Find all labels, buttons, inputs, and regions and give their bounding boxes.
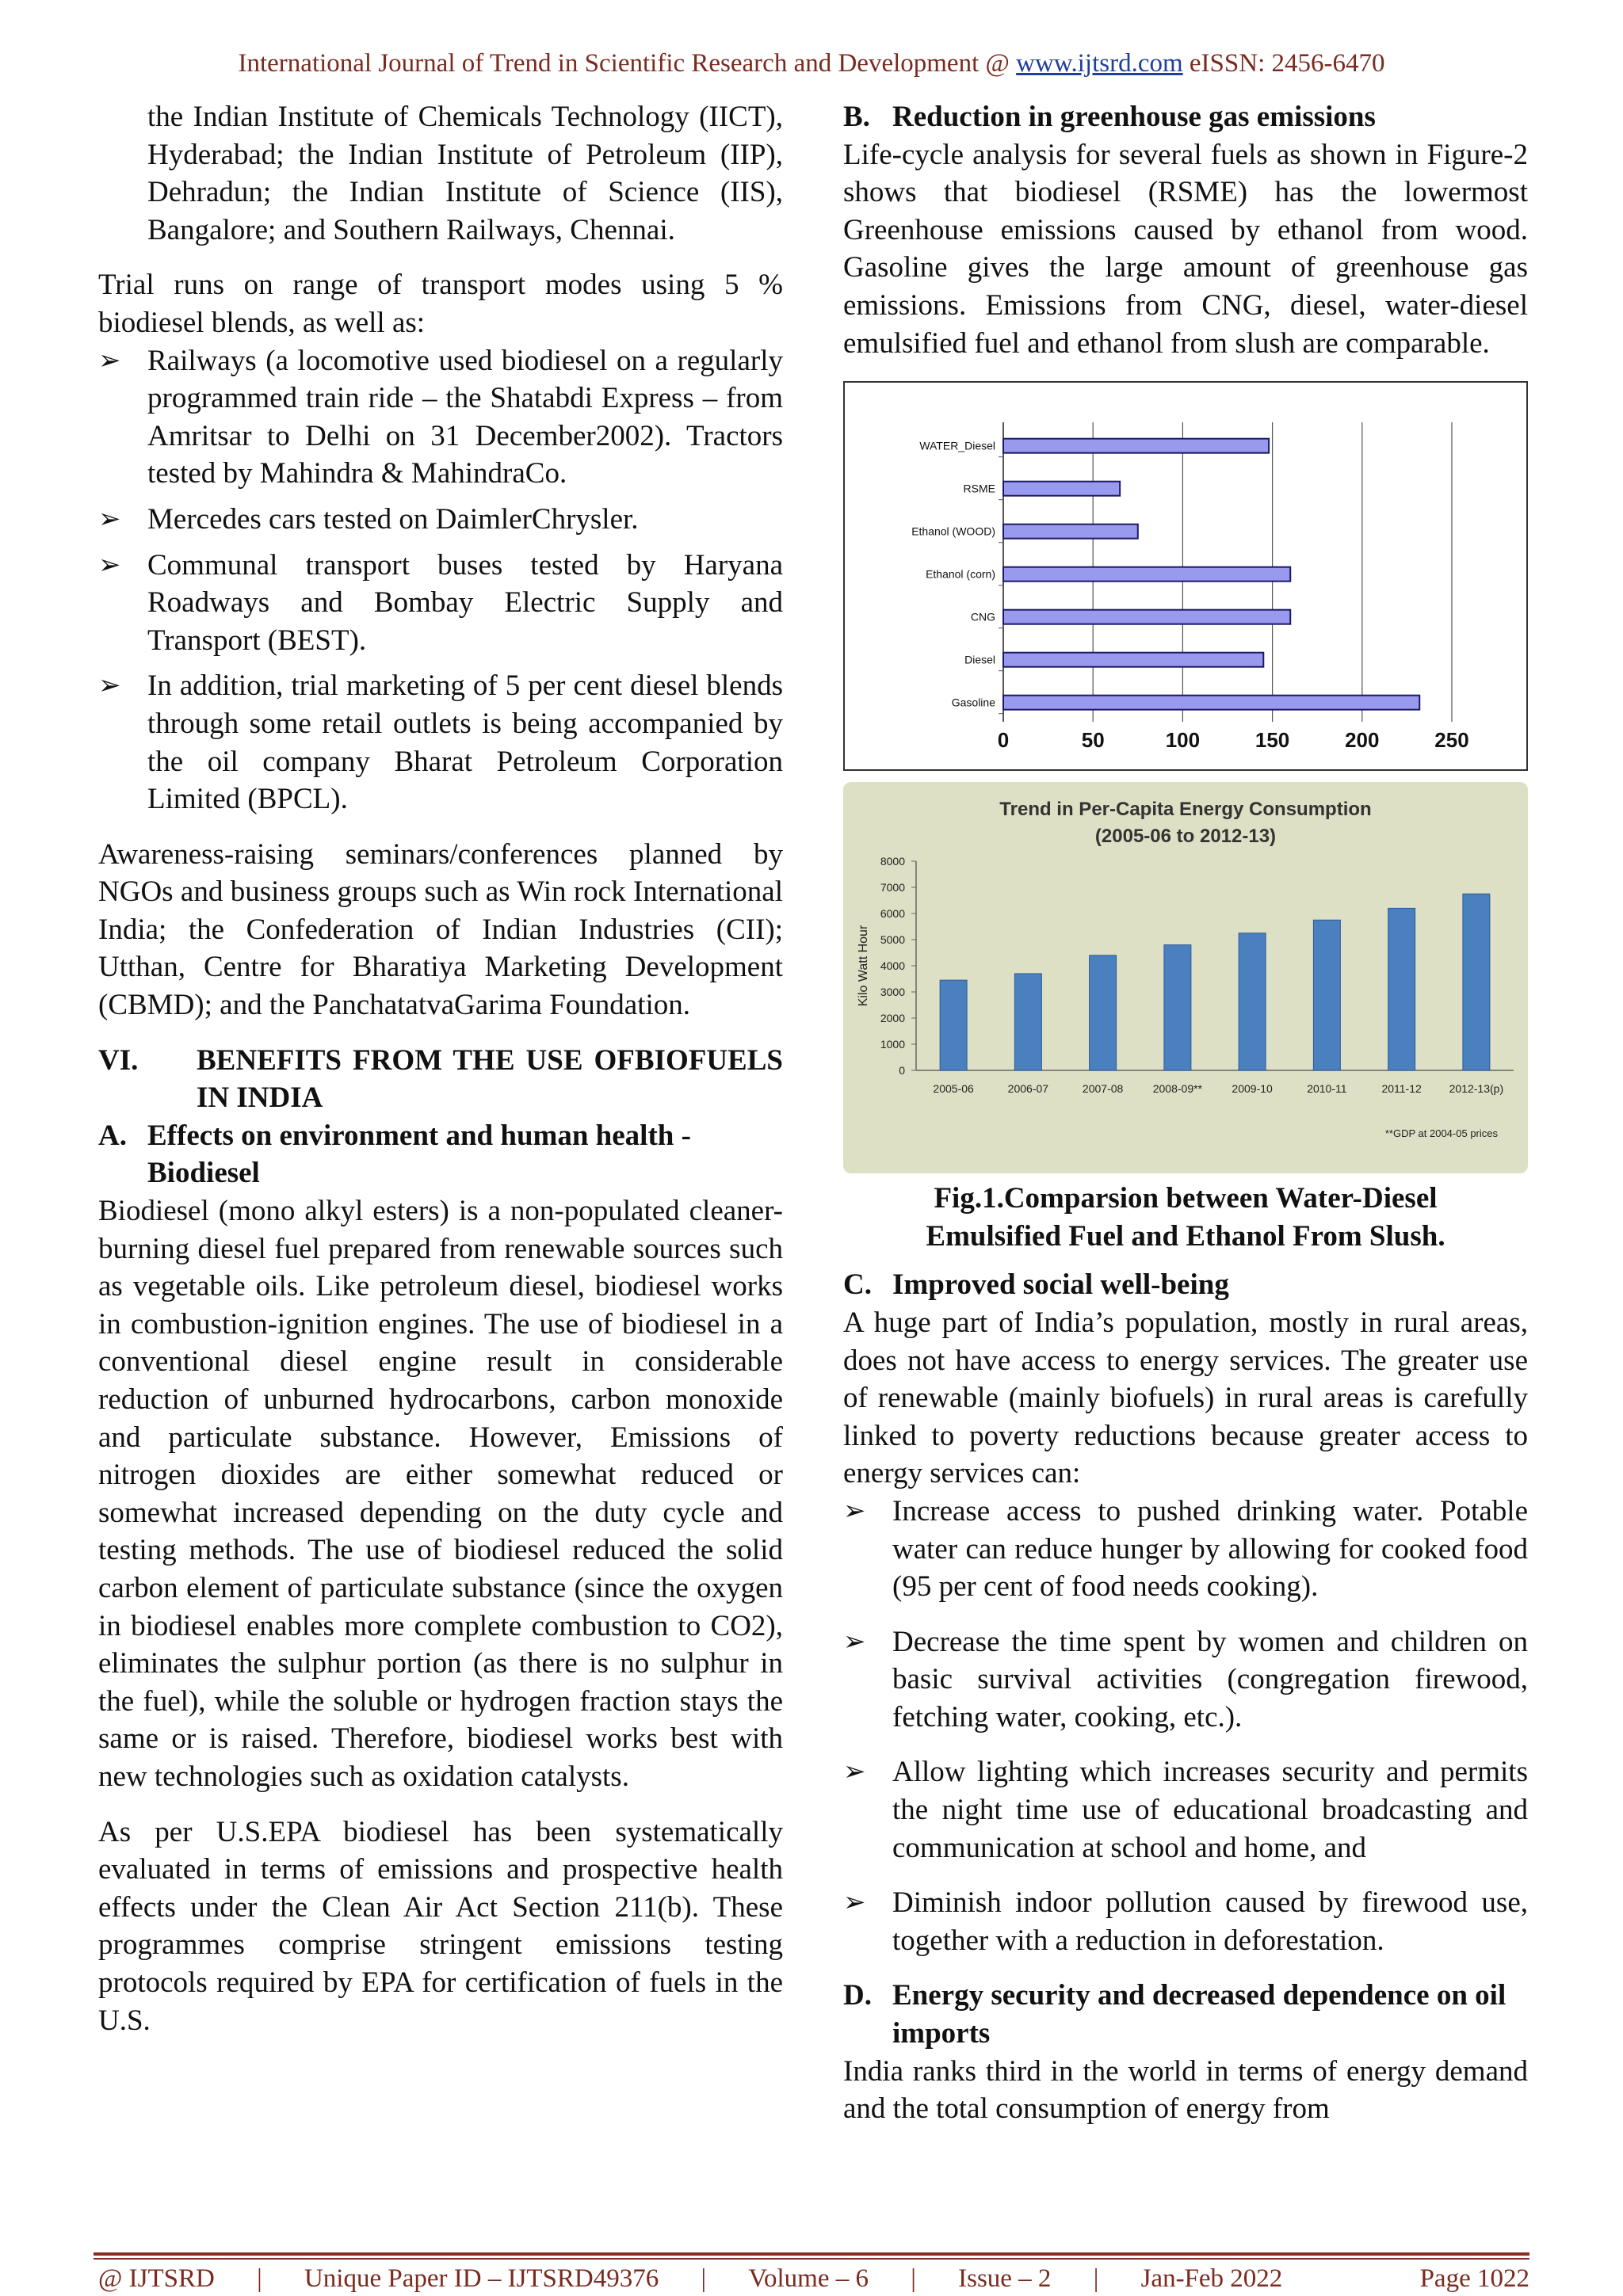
bar xyxy=(1014,974,1041,1070)
y-tick-label: 2000 xyxy=(880,1012,905,1025)
x-tick-label: 2010-11 xyxy=(1307,1082,1347,1096)
footer-page: Page 1022 xyxy=(1419,2264,1529,2293)
y-tick-label: 8000 xyxy=(880,855,905,868)
arrow-bullet-icon: ➢ xyxy=(98,504,121,534)
y-tick-label: 4000 xyxy=(880,959,905,973)
list-item xyxy=(843,1884,1528,1959)
y-tick-label: 3000 xyxy=(880,986,905,999)
x-tick-label: 2007-08 xyxy=(1082,1082,1124,1096)
subsection-heading-c xyxy=(843,1266,1528,1304)
subsection-number: C. xyxy=(843,1268,872,1302)
trial-runs-paragraph: Trial runs on range of transport modes using 5 % biodiesel blends, as well as: xyxy=(98,269,783,339)
journal-url-link[interactable]: www.ijtsrd.com xyxy=(1016,49,1183,78)
y-tick-label: 7000 xyxy=(880,881,905,894)
footer-paper-id: Unique Paper ID – IJTSRD49376 xyxy=(304,2264,659,2293)
y-category-label: Diesel xyxy=(964,653,995,666)
right-column xyxy=(843,98,1528,2128)
subsection-number: D. xyxy=(843,1979,872,2012)
x-tick-label: 250 xyxy=(1434,728,1469,753)
arrow-bullet-icon: ➢ xyxy=(843,1496,866,1526)
header-journal: International Journal of Trend in Scientific Research and Development @ xyxy=(238,49,1010,78)
header-issn: eISSN: 2456-6470 xyxy=(1189,49,1385,78)
subsection-title: Energy security and decreased dependence on oil imports xyxy=(892,1979,1507,2050)
caption-line-1: Fig.1.Comparsion between Water-Diesel xyxy=(934,1182,1438,1215)
x-tick-label: 2012-13(p) xyxy=(1449,1082,1504,1096)
x-tick-label: 2009-10 xyxy=(1232,1082,1273,1096)
bar xyxy=(1239,933,1266,1070)
y-tick-label: 5000 xyxy=(880,933,905,947)
y-category-label: Ethanol (corn) xyxy=(926,567,995,581)
social-paragraph: A huge part of India’s population, mostly in rural areas, does not have access to energy services. The greater use of renewable (mainly biofuels) in rural areas is carefully linked to poverty reductions because greater access to energy services can: xyxy=(843,1306,1528,1490)
footer-journal: @ IJTSRD xyxy=(98,2264,215,2293)
emissions-chart-frame xyxy=(843,381,1528,771)
section-number: VI. xyxy=(98,1043,139,1077)
bar xyxy=(1313,920,1340,1070)
footer-issue: Issue – 2 xyxy=(958,2264,1052,2293)
bullet-text: In addition, trial marketing of 5 per cent diesel blends through some retail outlets is being accompanied by the oil company Bharat Petroleum Corporation Limited (BPCL). xyxy=(147,669,783,816)
bar xyxy=(1003,524,1138,539)
institutes-continuation: the Indian Institute of Chemicals Technology (IICT), Hyderabad; the Indian Institute of Petroleum (IIP), Dehradun; the Indian Institute of Science (IIS), Bangalore; and Southern Railways, Chennai. xyxy=(147,101,783,246)
list-item xyxy=(843,1753,1528,1867)
bar xyxy=(1090,955,1117,1070)
footer-volume: Volume – 6 xyxy=(748,2264,869,2293)
bar xyxy=(1003,653,1263,667)
biodiesel-paragraph: Biodiesel (mono alkyl esters) is a non-populated cleaner-burning diesel fuel prepared from renewable sources such as vegetable oils. Like petroleum diesel, biodiesel works in combustion-ignition engines. The use of biodiesel in a conventional diesel engine result in considerable reduction of unburned hydrocarbons, carbon monoxide and particulate substance. However, Emissions of nitrogen dioxides are either somewhat reduced or somewhat increased depending on the duty cycle and testing methods. The use of biodiesel reduced the solid carbon element of particulate substance (since the oxygen in biodiesel enables more complete combustion to CO2), eliminates the sulphur portion (as there is no sulphur in the fuel), while the soluble or hydrogen fraction stays the same or is raised. Therefore, biodiesel works best with new technologies such as oxidation catalysts. xyxy=(98,1195,783,1793)
footer-rule-thin xyxy=(94,2258,1529,2260)
y-category-label: CNG xyxy=(970,610,995,624)
x-tick-label: 0 xyxy=(997,728,1010,753)
chart-title: Trend in Per-Capita Energy Consumption xyxy=(999,799,1372,821)
emissions-bar-chart xyxy=(845,383,1526,769)
arrow-bullet-icon: ➢ xyxy=(843,1757,866,1787)
bar xyxy=(1003,439,1269,453)
bar xyxy=(1003,696,1419,710)
y-tick-label: 6000 xyxy=(880,907,905,921)
bullet-text: Railways (a locomotive used biodiesel on a regularly programmed train ride – the Shatabdi Express – from Amritsar to Delhi on 31 December2002). Tractors tested by Mahindra & MahindraCo. xyxy=(147,344,783,490)
footer-separator: | xyxy=(701,2264,707,2293)
y-category-label: Ethanol (WOOD) xyxy=(911,524,995,538)
left-column xyxy=(98,98,783,2039)
energy-paragraph: India ranks third in the world in terms of energy demand and the total consumption of energy from xyxy=(843,2054,1528,2126)
arrow-bullet-icon: ➢ xyxy=(98,345,121,376)
bullet-text: Communal transport buses tested by Haryana Roadways and Bombay Electric Supply and Transport (BEST). xyxy=(147,548,783,657)
x-tick-label: 200 xyxy=(1345,728,1380,753)
x-tick-label: 2006-07 xyxy=(1007,1082,1049,1096)
list-item xyxy=(98,342,783,493)
subsection-heading-d xyxy=(843,1977,1528,2052)
list-item xyxy=(98,667,783,818)
list-item xyxy=(843,1493,1528,1606)
caption-line-2: Emulsified Fuel and Ethanol From Slush. xyxy=(926,1219,1445,1253)
subsection-number: B. xyxy=(843,101,870,133)
subsection-title: Effects on environment and human health - Biodiesel xyxy=(147,1119,691,1190)
subsection-title: Reduction in greenhouse gas emissions xyxy=(892,101,1376,133)
y-category-label: Gasoline xyxy=(951,696,995,709)
y-category-label: WATER_Diesel xyxy=(919,439,995,452)
bar xyxy=(1463,894,1490,1070)
subsection-title: Improved social well-being xyxy=(892,1268,1229,1302)
ghg-paragraph: Life-cycle analysis for several fuels as shown in Figure-2 shows that biodiesel (RSME) has the lowermost Greenhouse emissions caused by ethanol from wood. Gasoline gives the large amount of greenhouse gas emissions. Emissions from CNG, diesel, water-diesel emulsified fuel and ethanol from slush are comparable. xyxy=(843,138,1528,360)
y-tick-label: 0 xyxy=(899,1064,905,1077)
subsection-heading-b xyxy=(843,98,1528,136)
bar xyxy=(1003,610,1290,624)
energy-consumption-chart xyxy=(843,782,1528,1173)
subsection-number: A. xyxy=(98,1119,127,1152)
y-tick-label: 1000 xyxy=(880,1038,905,1051)
bar xyxy=(1388,909,1415,1071)
bullet-text: Decrease the time spent by women and children on basic survival activities (congregation firewood, fetching water, cooking, etc.). xyxy=(892,1625,1528,1733)
x-tick-label: 2005-06 xyxy=(933,1082,974,1096)
arrow-bullet-icon: ➢ xyxy=(843,1888,866,1918)
list-item xyxy=(98,501,783,539)
footer-separator: | xyxy=(1093,2264,1099,2293)
chart-subtitle: (2005-06 to 2012-13) xyxy=(1094,826,1277,848)
running-footer xyxy=(98,2264,1529,2294)
energy-chart-panel xyxy=(843,782,1528,1173)
x-tick-label: 2008-09** xyxy=(1152,1082,1203,1096)
x-tick-label: 50 xyxy=(1081,728,1105,753)
section-title: BENEFITS FROM THE USE OFBIOFUELS IN INDIA xyxy=(197,1043,783,1115)
arrow-bullet-icon: ➢ xyxy=(98,550,121,580)
x-tick-label: 2011-12 xyxy=(1381,1082,1422,1096)
footer-separator: | xyxy=(257,2264,262,2293)
bar xyxy=(1164,945,1191,1070)
bar xyxy=(1003,567,1290,582)
footer-rule xyxy=(94,2252,1529,2256)
bullet-text: Allow lighting which increases security and permits the night time use of educational broadcasting and communication at school and home, and xyxy=(892,1756,1528,1864)
x-tick-label: 150 xyxy=(1254,728,1290,753)
bullet-text: Mercedes cars tested on DaimlerChrysler. xyxy=(147,502,639,536)
arrow-bullet-icon: ➢ xyxy=(98,671,121,701)
epa-paragraph: As per U.S.EPA biodiesel has been systematically evaluated in terms of emissions and prospective health effects under the Clean Air Act Section 211(b). These programmes comprise stringent emissions testing protocols required by EPA for certification of fuels in the U.S. xyxy=(98,1815,783,2037)
bullet-text: Diminish indoor pollution caused by firewood use, together with a reduction in deforestation. xyxy=(892,1886,1528,1957)
chart-note: **GDP at 2004-05 prices xyxy=(1384,1127,1498,1140)
footer-date: Jan-Feb 2022 xyxy=(1140,2264,1283,2293)
y-axis-label: Kilo Watt Hour xyxy=(857,925,870,1007)
running-header xyxy=(0,49,1623,78)
bar xyxy=(940,980,967,1070)
y-category-label: RSME xyxy=(963,482,995,495)
x-tick-label: 100 xyxy=(1165,728,1201,753)
footer-separator: | xyxy=(911,2264,916,2293)
arrow-bullet-icon: ➢ xyxy=(843,1627,866,1657)
figure-caption xyxy=(843,1180,1528,1255)
list-item xyxy=(98,547,783,660)
awareness-paragraph: Awareness-raising seminars/conferences planned by NGOs and business groups such as Win rock International India; the Confederation of Indian Industries (CII); Utthan, Centre for Bharatiya Marketing Development (CBMD); and the PanchatatvaGarima Foundation. xyxy=(98,837,783,1022)
bar xyxy=(1003,482,1120,496)
section-heading-vi xyxy=(98,1042,783,1117)
bullet-text: Increase access to pushed drinking water. Potable water can reduce hunger by allowing for cooked food (95 per cent of food needs cooking). xyxy=(892,1494,1528,1604)
list-item xyxy=(843,1623,1528,1737)
subsection-heading-a xyxy=(98,1117,783,1192)
